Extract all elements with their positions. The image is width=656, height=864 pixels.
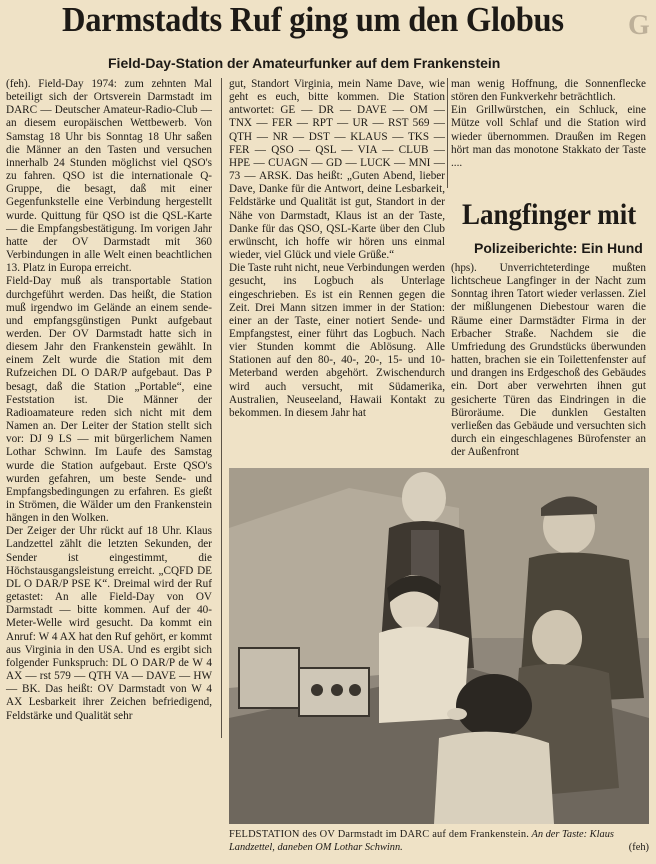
- caption-byline: (feh): [628, 842, 649, 853]
- column-divider: [221, 78, 222, 738]
- paragraph: Field-Day muß als transportable Station durchgeführt werden. Das heißt, die Station muß irgendwo im Gelände an einem sende- und empfangsgünstigen Punkt aufgebaut werden. Der OV Darmstadt hatte sich in diesem Jahr den Frankenstein gewählt. In einem Zelt wurde die Station mit dem Rufzeichen DL O DAR/P aufgebaut. Das P besagt, daß die Station „Portable“, eine Feststation ist. Die Männer der Radioamateure reden sich nicht mit dem Namen an. Der Leiter der Station stellt sich vor: DJ 9 LS — mit bürgerlichem Namen Lothar Schwinn. Im Laufe des Samstag wurde die Station aufgebaut. Erste QSO's wurden gefahren, um beste Sende- und Empfangsbedingungen zu erfahren. Es gießt in Strömen, die Wälder um den Frankenstein hängen in den Wolken.: [6, 275, 212, 525]
- caption-text: An der Taste: Klaus Landzettel, daneben OM Lothar Schwinn.: [229, 829, 614, 853]
- article-headline: Darmstadts Ruf ging um den Globus: [62, 0, 564, 39]
- paragraph: (feh). Field-Day 1974: zum zehnten Mal beteiligt sich der Ortsverein Darmstadt im DARC — Deutscher Amateur-Radio-Club — an diesem europäischen Wettbewerb. Von Samstag 18 Uhr bis Sonntag 18 Uhr saßen die Männer an den Tasten und versuchen innerhalb 24 Stunden möglichst viel QSO's zu fahren. QSO ist die internationale Q-Gruppe, die besagt, daß mit einer Gegenfunkstelle eine Verbindung hergestellt wurde. Quittung für QSO ist die QSL-Karte — die Empfangsbestätigung. Im vorigen Jahr hatte der OV Darmstadt mit 360 Verbindungen in alle Welt einen beachtlichen 13. Platz in Europa erreicht.: [6, 78, 212, 275]
- second-article-subheadline: Polizeiberichte: Ein Hund: [474, 240, 643, 256]
- article-column-3: [451, 78, 646, 170]
- paragraph: gut, Standort Virginia, mein Name Dave, wie geht es euch, bitte kommen. Die Station antwortet: GE — DR — DAVE — OM — TNX — FER — RPT — UR — RST 569 — QTH — NR — DST — KLAUS — TKS — FER — QSO — QSL — VIA — CLUB — HPE — CUAGN — GD — LUCK — MNI — 73 — ARSK. Das heißt: „Guten Abend, lieber Dave, Danke für die Antwort, deine Lesbarkeit, Feldstärke und Qualität ist gut, Standort in der Nähe von Darmstadt, Klaus ist an der Taste, Danke für das QSO, QSL-Karte über den Club erwünscht, ich hoffe wir hören uns einmal wieder, viel Glück und viele Grüße.“: [229, 78, 445, 262]
- article-column-1: [6, 78, 212, 723]
- second-article-body: (hps). Unverrichteterdinge mußten lichtscheue Langfinger in der Nacht zum Sonntag ihren Tatort wieder verlassen. Ziel der mißlungenen Diebestour waren die Räume einer Darmstädter Firma in der Erbacher Straße. Nachdem sie die Umfriedung des Grundstücks überwunden hatten, brachen sie ein Toilettenfenster auf und drangen ins Erdgeschoß des Gebäudes ein. Dort aber verwehrten ihnen gut gesicherte Türen das Eindringen in die Büroräume. Die dunklen Gestalten verließen das Gebäude und versuchten sich durch ein eingeschlagenes Bürofenster an der Außenfront: [451, 262, 646, 459]
- photo-caption: [229, 828, 649, 854]
- column-divider: [447, 78, 448, 188]
- adjacent-page-headline-fragment: G: [628, 10, 650, 41]
- article-column-2: [229, 78, 445, 420]
- news-photo: [229, 468, 649, 824]
- caption-lead: FELDSTATION des OV Darmstadt im DARC auf dem Frankenstein.: [229, 829, 530, 840]
- paragraph: man wenig Hoffnung, die Sonnenflecke stören den Funkverkehr beträchtlich.: [451, 78, 646, 104]
- second-article-headline: Langfinger mit: [462, 198, 637, 231]
- article-subheadline: Field-Day-Station der Amateurfunker auf dem Frankenstein: [108, 55, 501, 71]
- photo-illustration: [229, 468, 649, 824]
- paragraph: Die Taste ruht nicht, neue Verbindungen werden gesucht, ins Logbuch als Unterlage eingeschrieben. Es ist ein Rennen gegen die Zeit. Drei Mann sitzen immer in der Station: einer an der Taste, einer notiert Sende- und Empfangstest, einer führt das Logbuch. Nach vier Stunden kommt die Ablösung. Alle Stationen auf den 80-, 40-, 20-, 15- und 10-Meterband werden abgehört. Zwischendurch wird auch versucht, mit Südamerika, Australien, Neuseeland, Hawaii Kontakt zu bekommen. In diesem Jahr hat: [229, 262, 445, 419]
- paragraph: Der Zeiger der Uhr rückt auf 18 Uhr. Klaus Landzettel zählt die letzten Sekunden, der Sender ist eingestimmt, die Höchstausgangsleistung erreicht. „CQFD DE DL O DAR/P PSE K“. Dreimal wird der Ruf getastet: An alle Field-Day von OV Darmstadt — bitte kommen. Auf der 40-Meter-Welle wird gesucht. Da kommt ein Anruf: W 4 AX hat den Ruf gehört, er kommt aus Virginia in den USA. Und es ergibt sich folgender Funkspruch: DL O DAR/P de W 4 AX — rst 579 — QTH VA — DAVE — HW — BK. Das heißt: OV Darmstadt von W 4 AX Lesbarkeit ihrer Zeichen befriedigend, Feldstärke und Qualität sehr: [6, 525, 212, 722]
- paragraph: Ein Grillwürstchen, ein Schluck, eine Mütze voll Schlaf und die Station wird wieder übernommen. Draußen im Regen hört man das monotone Stakkato der Taste ....: [451, 104, 646, 169]
